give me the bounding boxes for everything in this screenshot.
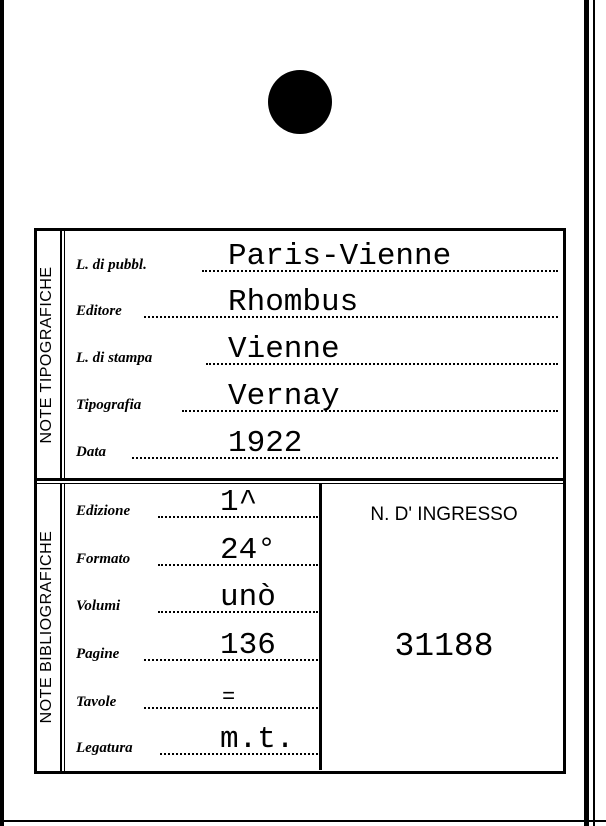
field-tavole bbox=[76, 683, 318, 713]
field-data bbox=[76, 426, 558, 463]
field-legatura bbox=[76, 722, 318, 759]
card-right-edge-inner bbox=[593, 0, 595, 826]
dotted-line bbox=[132, 457, 558, 459]
field-label: Editore bbox=[76, 303, 122, 319]
field-edizione bbox=[76, 485, 318, 522]
punch-hole bbox=[268, 70, 332, 134]
field-value: Vienne bbox=[228, 332, 340, 367]
field-value: Rhombus bbox=[228, 285, 359, 320]
field-label: Legatura bbox=[76, 740, 133, 756]
section-divider bbox=[34, 478, 566, 481]
field-value: 1^ bbox=[220, 485, 258, 520]
field-volumi bbox=[76, 580, 318, 617]
tipografiche-sidebar-line-thin bbox=[64, 231, 65, 478]
field-label: Tavole bbox=[76, 694, 117, 710]
field-editore bbox=[76, 285, 558, 322]
field-label: Edizione bbox=[76, 503, 131, 519]
section-divider-thin bbox=[34, 483, 566, 484]
field-value: m.t. bbox=[220, 722, 295, 757]
field-pagine bbox=[76, 628, 318, 665]
field-value: Vernay bbox=[228, 379, 340, 414]
bibliografiche-sidebar-line-thin bbox=[64, 484, 65, 771]
ingresso-number: 31188 bbox=[394, 628, 494, 665]
field-tipografia bbox=[76, 379, 558, 416]
field-label: Tipografia bbox=[76, 397, 142, 413]
field-luogo-stampa bbox=[76, 332, 558, 369]
ingresso-column-divider bbox=[319, 484, 322, 770]
field-value: Paris-Vienne bbox=[228, 239, 452, 274]
field-value: unò bbox=[220, 580, 276, 615]
bibliografiche-sidebar-line bbox=[60, 484, 62, 771]
field-label: Volumi bbox=[76, 598, 121, 614]
field-label: Formato bbox=[76, 551, 131, 567]
card-right-edge bbox=[584, 0, 589, 826]
field-value: = bbox=[222, 685, 236, 710]
field-value: 24° bbox=[220, 533, 276, 568]
ingresso-label: N. D' INGRESSO bbox=[370, 504, 518, 525]
field-label: L. di stampa bbox=[76, 350, 153, 366]
field-value: 136 bbox=[220, 628, 276, 663]
field-label: Data bbox=[76, 444, 106, 460]
field-value: 1922 bbox=[228, 426, 303, 461]
field-luogo-pubblicazione bbox=[76, 239, 558, 276]
card-bottom-edge bbox=[0, 820, 606, 822]
field-label: L. di pubbl. bbox=[76, 257, 147, 273]
field-formato bbox=[76, 533, 318, 570]
tipografiche-sidebar-line bbox=[60, 231, 62, 478]
field-label: Pagine bbox=[76, 646, 120, 662]
card-left-edge bbox=[0, 0, 4, 826]
